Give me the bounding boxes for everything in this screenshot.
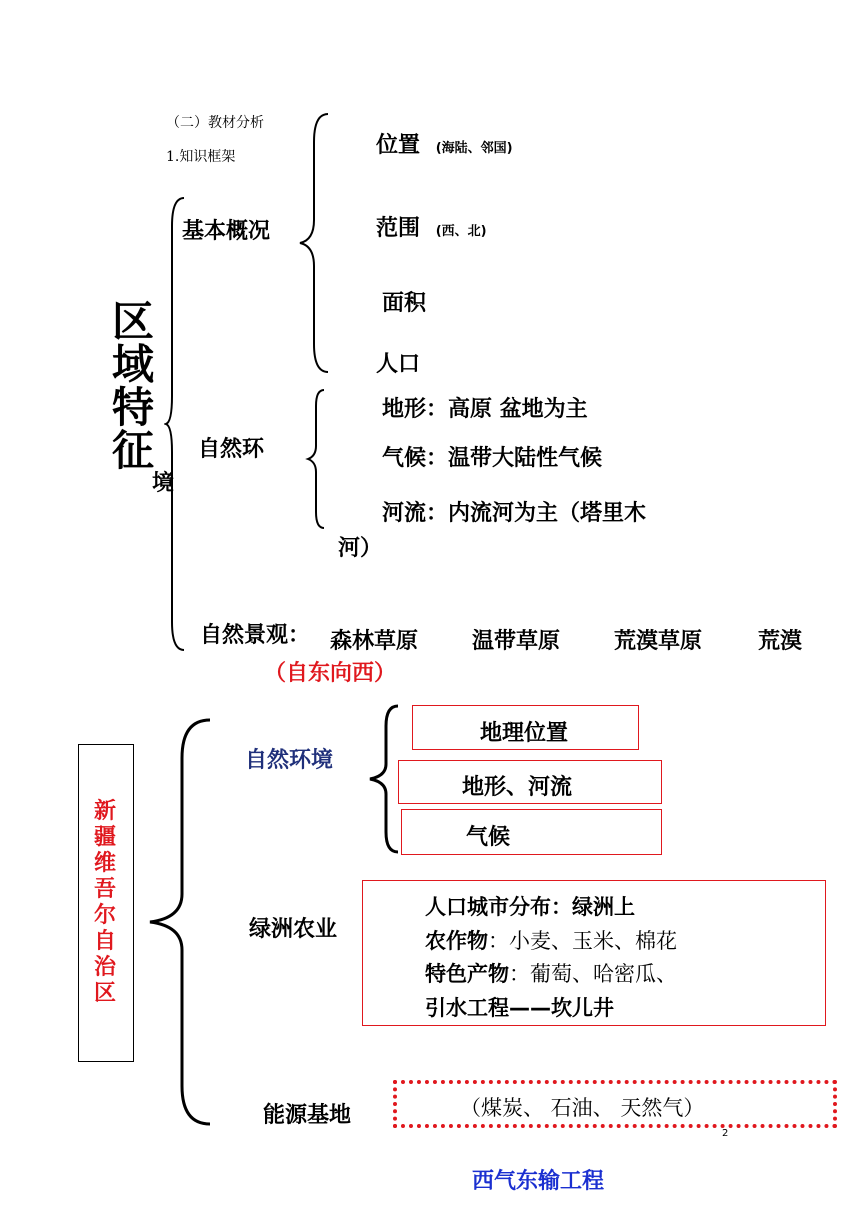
oasis-line-4 — [425, 992, 614, 1022]
river-item-cont: 河） — [338, 536, 383, 561]
range-note: (西、北) — [435, 224, 487, 239]
xinjiang-brace — [146, 718, 214, 1126]
oasis-line-3 — [425, 958, 677, 988]
nature-env-label: 自然环 — [198, 437, 265, 462]
page-number: 2 — [722, 1128, 729, 1139]
basic-brace — [296, 112, 332, 374]
section-subheading: 1.知识框架 — [166, 149, 236, 165]
landscape-label: 自然景观： — [200, 623, 311, 648]
climate-box — [401, 809, 662, 855]
oasis-line-1-value: 绿洲上 — [572, 895, 635, 919]
region-features-text: 区域特征 — [112, 297, 155, 475]
oasis-line-3-key: 特色产物 — [425, 962, 509, 986]
range-label: 范围 — [376, 216, 421, 241]
direction-note: （自东向西） — [264, 661, 397, 686]
location-note: (海陆、邻国) — [435, 141, 513, 156]
landscape-item: 森林草原 — [330, 629, 419, 654]
terrain-river-text: 地形、河流 — [462, 775, 573, 800]
oasis-line-3-value: ：葡萄、哈密瓜、 — [509, 962, 677, 986]
oasis-line-4-key: 引水工程——坎儿井 — [425, 996, 614, 1020]
energy-content: （煤炭、 石油、 天然气） — [460, 1096, 705, 1120]
nature-env-label-end: 境 — [152, 471, 175, 496]
climate-item: 气候：温带大陆性气候 — [382, 446, 603, 471]
main-brace — [164, 196, 188, 652]
area-item: 面积 — [382, 291, 427, 316]
xj-nature-brace — [366, 704, 402, 854]
oasis-line-2 — [425, 925, 677, 955]
location-item — [376, 128, 513, 159]
population-item: 人口 — [376, 352, 421, 377]
oasis-line-2-key: 农作物 — [425, 929, 488, 953]
energy-label: 能源基地 — [263, 1103, 352, 1128]
terrain-item: 地形：高原 盆地为主 — [382, 397, 588, 422]
landscape-item: 荒漠草原 — [614, 629, 703, 654]
oasis-line-2-value: ：小麦、玉米、棉花 — [488, 929, 677, 953]
xinjiang-title: 新疆维吾尔自治区 — [93, 798, 116, 1006]
climate-text: 气候 — [466, 825, 511, 850]
region-features-title — [112, 297, 156, 475]
landscape-item: 温带草原 — [472, 629, 561, 654]
basic-overview-label: 基本概况 — [182, 219, 271, 244]
oasis-label: 绿洲农业 — [249, 917, 338, 942]
geo-location-text: 地理位置 — [480, 721, 569, 746]
nature-brace — [304, 388, 328, 530]
gas-project-title: 西气东输工程 — [472, 1169, 605, 1194]
oasis-line-1 — [425, 891, 635, 921]
section-heading: （二）教材分析 — [166, 115, 264, 131]
xj-nature-label: 自然环境 — [245, 748, 334, 773]
oasis-line-1-key: 人口城市分布： — [425, 895, 572, 919]
river-item: 河流：内流河为主（塔里木 — [382, 501, 647, 526]
range-item — [376, 211, 487, 242]
location-label: 位置 — [376, 133, 421, 158]
landscape-item: 荒漠 — [758, 629, 803, 654]
